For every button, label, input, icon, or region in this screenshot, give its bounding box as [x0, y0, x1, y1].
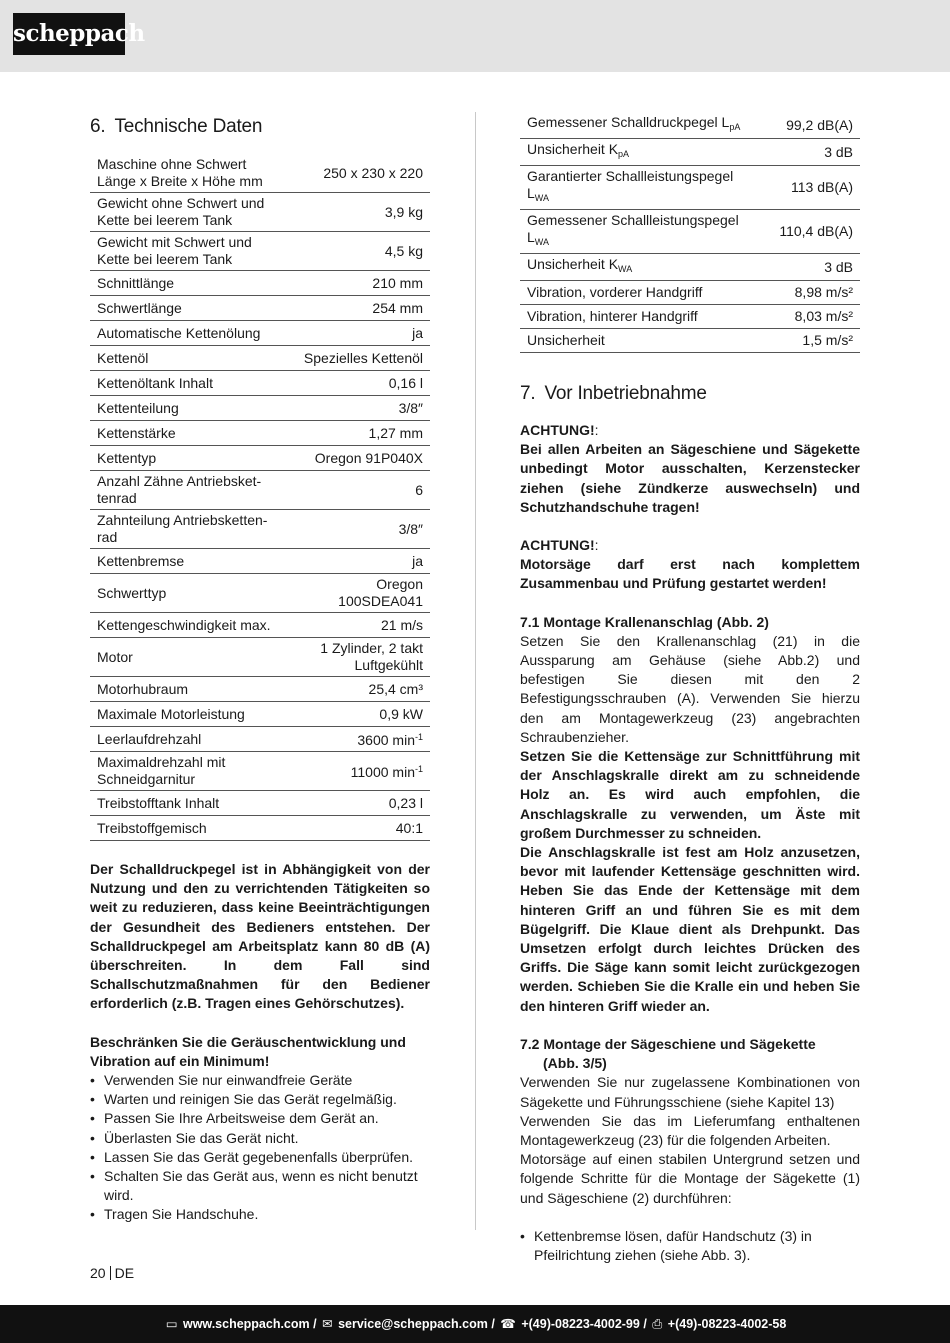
spec-row — [90, 471, 430, 510]
spec-value: Oregon 91P040X — [287, 446, 430, 471]
footer-fax: +(49)-08223-4002-58 — [667, 1317, 787, 1331]
noise-row — [520, 329, 860, 353]
warning-1-label: ACHTUNG!: — [520, 422, 599, 438]
spec-value: 11000 $\min^{-1}$ — [287, 752, 430, 791]
section-number: 6. — [90, 116, 106, 137]
noise-value: 99,2 dB(A) — [757, 112, 860, 139]
minimize-list — [90, 1071, 430, 1225]
noise-parameter: Vibration, vorderer Handgriff — [520, 281, 757, 305]
spec-row — [90, 791, 430, 816]
scheppach-logo: scheppach — [13, 13, 125, 55]
spec-parameter: Automatische Kettenölung — [90, 321, 287, 346]
column-divider — [475, 112, 476, 1230]
noise-row — [520, 305, 860, 329]
list-item: • Tragen Sie Handschuhe. — [90, 1205, 430, 1224]
fax-icon: ⎙ — [652, 1317, 663, 1331]
noise-parameter: Vibration, hinterer Handgriff — [520, 305, 757, 329]
noise-parameter: Unsicherheit — [520, 329, 757, 353]
subsection-7-1-bold: Setzen Sie die Kettensäge zur Schnittführung mit der Anschlagskralle direkt am zu schneidende Holz an. Es wird auch empfohlen, die Anschlagskralle zu verwenden, um Äste mit großem Durchmesser zu schneiden. Die Anschlagskralle ist fest am Holz anzusetzen, bevor mit laufender Kettensäge geschnitten wird. Heben Sie das Ende der Kettensäge mit dem hinteren Griff an und führen Sie es mit dem Bügelgriff. Die Klaue dient als Drehpunkt. Das Umsetzen erfolgt durch leichtes Drücken des Griffs. Die Säge kann somit leicht zurückgezogen werden. Schieben Sie die Kralle ein und heben Sie den hinteren Griff wieder an. — [520, 748, 860, 1014]
spec-parameter: Maximale Motorleistung — [90, 702, 287, 727]
spec-row — [90, 510, 430, 549]
spec-row — [90, 232, 430, 271]
spec-value: ja — [287, 549, 430, 574]
spec-row — [90, 154, 430, 193]
phone-icon: ☎ — [500, 1317, 516, 1331]
subsection-7-2-p2: Verwenden Sie das im Lieferumfang enthaltenen Montagewerkzeug (23) für die folgenden Arbeiten. — [520, 1112, 860, 1148]
left-column — [90, 112, 430, 1225]
spec-row — [90, 613, 430, 638]
spec-row — [90, 752, 430, 791]
spec-parameter: Treibstoffgemisch — [90, 816, 287, 841]
mail-icon: ✉ — [322, 1317, 333, 1331]
minimize-heading: Beschränken Sie die Geräuschentwicklung und Vibration auf ein Minimum! — [90, 1033, 406, 1069]
spec-row — [90, 702, 430, 727]
spec-value: 1 Zylinder, 2 takt Luftgekühlt — [287, 638, 430, 677]
noise-value: 3 dB — [757, 254, 860, 281]
spec-parameter: Leerlaufdrehzahl — [90, 727, 287, 752]
spec-parameter: Anzahl Zähne Antriebsket-tenrad — [90, 471, 287, 510]
spec-row — [90, 727, 430, 752]
list-item: • Überlasten Sie das Gerät nicht. — [90, 1129, 430, 1148]
spec-value: 3/8″ — [287, 510, 430, 549]
spec-parameter: Kettentyp — [90, 446, 287, 471]
noise-value: 3 dB — [757, 139, 860, 166]
list-item: • Passen Sie Ihre Arbeitsweise dem Gerät an. — [90, 1109, 430, 1128]
spec-value: 3,9 kg — [287, 193, 430, 232]
spec-value: 40:1 — [287, 816, 430, 841]
list-item: • Verwenden Sie nur einwandfreie Geräte — [90, 1071, 430, 1090]
assembly-steps-list — [520, 1227, 860, 1265]
spec-parameter: Gewicht mit Schwert und Kette bei leerem Tank — [90, 232, 287, 271]
spec-value: 25,4 cm³ — [287, 677, 430, 702]
list-item: • Lassen Sie das Gerät gegebenenfalls überprüfen. — [90, 1148, 430, 1167]
page-number: 20 DE — [90, 1265, 135, 1281]
spec-value: 250 x 230 x 220 — [287, 154, 430, 193]
section-title: Vor Inbetriebnahme — [544, 383, 707, 404]
page-header — [0, 0, 950, 72]
spec-parameter: Maximaldrehzahl mit Schneidgarnitur — [90, 752, 287, 791]
spec-parameter: Schwertlänge — [90, 296, 287, 321]
list-item: • Warten und reinigen Sie das Gerät regelmäßig. — [90, 1090, 430, 1109]
spec-row — [90, 816, 430, 841]
spec-parameter: Kettenstärke — [90, 421, 287, 446]
spec-row — [90, 574, 430, 613]
noise-row — [520, 254, 860, 281]
spec-value: 21 m/s — [287, 613, 430, 638]
spec-row — [90, 638, 430, 677]
noise-parameter: Gemessener Schallleistungspegel $L_{WA}$ — [520, 210, 757, 254]
section-7-heading — [520, 383, 860, 405]
spec-row — [90, 677, 430, 702]
noise-value: 113 dB(A) — [757, 166, 860, 210]
noise-note: Der Schalldruckpegel ist in Abhängigkeit von der Nutzung und den zu verrichtenden Tätigkeiten so weit zu reduzieren, dass keine Beeinträchtigungen der Gesundheit des Bedieners entstehen. Der Schalldruckpegel am Arbeitsplatz kann 80 dB (A) überschreiten. In dem Fall sind Schallschutzmaßnahmen für den Bediener erforderlich (z.B. Tragen eines Gehörschutzes). — [90, 861, 430, 1012]
noise-parameter: Gemessener Schalldruckpegel $L_{pA}$ — [520, 112, 757, 139]
spec-value: 3/8″ — [287, 396, 430, 421]
technical-data-table — [90, 154, 430, 841]
noise-value: 1,5 m/s² — [757, 329, 860, 353]
spec-parameter: Kettenöltank Inhalt — [90, 371, 287, 396]
section-number: 7. — [520, 383, 536, 404]
footer-email[interactable]: service@scheppach.com — [338, 1317, 488, 1331]
right-column — [520, 112, 860, 1265]
spec-parameter: Kettengeschwindigkeit max. — [90, 613, 287, 638]
warning-2-text: Motorsäge darf erst nach komplettem Zusammenbau und Prüfung gestartet werden! — [520, 556, 860, 592]
spec-row — [90, 421, 430, 446]
noise-row — [520, 139, 860, 166]
list-item: • Schalten Sie das Gerät aus, wenn es nicht benutzt wird. — [90, 1167, 430, 1205]
noise-parameter: Unsicherheit $K_{pA}$ — [520, 139, 757, 166]
spec-value: 1,27 mm — [287, 421, 430, 446]
spec-value: 6 — [287, 471, 430, 510]
spec-row — [90, 271, 430, 296]
spec-row — [90, 296, 430, 321]
subsection-7-1-text: Setzen Sie den Krallenanschlag (21) in die Aussparung am Gehäuse (siehe Abb.2) und befestigen Sie diesen mit den 2 Befestigungsschrauben (A). Verwenden Sie hierzu den am Montagewerkzeug (23) angebrachten Schraubenzieher. — [520, 632, 860, 745]
spec-parameter: Gewicht ohne Schwert und Kette bei leerem Tank — [90, 193, 287, 232]
spec-parameter: Motor — [90, 638, 287, 677]
spec-value: 0,23 l — [287, 791, 430, 816]
spec-row — [90, 446, 430, 471]
spec-parameter: Maschine ohne Schwert Länge x Breite x Höhe mm — [90, 154, 287, 193]
noise-row — [520, 112, 860, 139]
spec-parameter: Zahnteilung Antriebsketten-rad — [90, 510, 287, 549]
spec-value: Oregon 100SDEA041 — [287, 574, 430, 613]
spec-value: 0,9 kW — [287, 702, 430, 727]
noise-parameter: Unsicherheit $K_{WA}$ — [520, 254, 757, 281]
spec-parameter: Kettenteilung — [90, 396, 287, 421]
spec-parameter: Kettenbremse — [90, 549, 287, 574]
page-separator — [110, 1266, 111, 1280]
spec-row — [90, 371, 430, 396]
list-item: • Kettenbremse lösen, dafür Handschutz (3) in Pfeilrichtung ziehen (siehe Abb. 3). — [520, 1227, 860, 1265]
spec-row — [90, 549, 430, 574]
noise-vibration-table — [520, 112, 860, 353]
noise-value: 110,4 dB(A) — [757, 210, 860, 254]
subsection-7-2-title-2: (Abb. 3/5) — [543, 1055, 607, 1072]
spec-parameter: Schwerttyp — [90, 574, 287, 613]
section-6-heading — [90, 116, 430, 138]
spec-row — [90, 321, 430, 346]
subsection-7-2-p3: Motorsäge auf einen stabilen Untergrund setzen und folgende Schritte für die Montage der Sägekette (1) und Sägeschiene (2) durchführen: — [520, 1151, 860, 1206]
footer-phone: +(49)-08223-4002-99 — [521, 1317, 640, 1331]
noise-value: 8,98 m/s² — [757, 281, 860, 305]
spec-parameter: Treibstofftank Inhalt — [90, 791, 287, 816]
page-footer: ▭ www.scheppach.com / ✉ service@scheppach.com / ☎ +(49)-08223-4002-99 / ⎙ +(49)-08223-4002-58 — [0, 1305, 950, 1343]
footer-website[interactable]: www.scheppach.com — [182, 1317, 310, 1331]
noise-row — [520, 210, 860, 254]
spec-value: ja — [287, 321, 430, 346]
subsection-7-1-title: 7.1 Montage Krallenanschlag (Abb. 2) — [520, 613, 769, 630]
noise-parameter: Garantierter Schallleistungspegel $L_{WA}$ — [520, 166, 757, 210]
noise-value: 8,03 m/s² — [757, 305, 860, 329]
section-title: Technische Daten — [114, 116, 263, 137]
noise-row — [520, 166, 860, 210]
noise-row — [520, 281, 860, 305]
spec-value: 210 mm — [287, 271, 430, 296]
computer-icon: ▭ — [165, 1317, 178, 1331]
warning-2-label: ACHTUNG!: — [520, 537, 599, 554]
spec-value: 4,5 kg — [287, 232, 430, 271]
spec-parameter: Kettenöl — [90, 346, 287, 371]
spec-value: 254 mm — [287, 296, 430, 321]
spec-row — [90, 396, 430, 421]
spec-value: Spezielles Kettenöl — [287, 346, 430, 371]
spec-row — [90, 346, 430, 371]
spec-row — [90, 193, 430, 232]
spec-value: 0,16 l — [287, 371, 430, 396]
spec-parameter: Motorhubraum — [90, 677, 287, 702]
warning-1-text: Bei allen Arbeiten an Sägeschiene und Sägekette unbedingt Motor ausschalten, Kerzenstecker ziehen (siehe Zündkerze auswechseln) und Schutzhandschuhe tragen! — [520, 441, 860, 515]
subsection-7-2-title: 7.2 Montage der Sägeschiene und Sägekette — [520, 1035, 816, 1052]
spec-value: 3600 $\min^{-1}$ — [287, 727, 430, 752]
subsection-7-2-p1: Verwenden Sie nur zugelassene Kombinationen von Sägekette und Führungsschiene (siehe Kapitel 13) — [520, 1074, 860, 1110]
spec-parameter: Schnittlänge — [90, 271, 287, 296]
